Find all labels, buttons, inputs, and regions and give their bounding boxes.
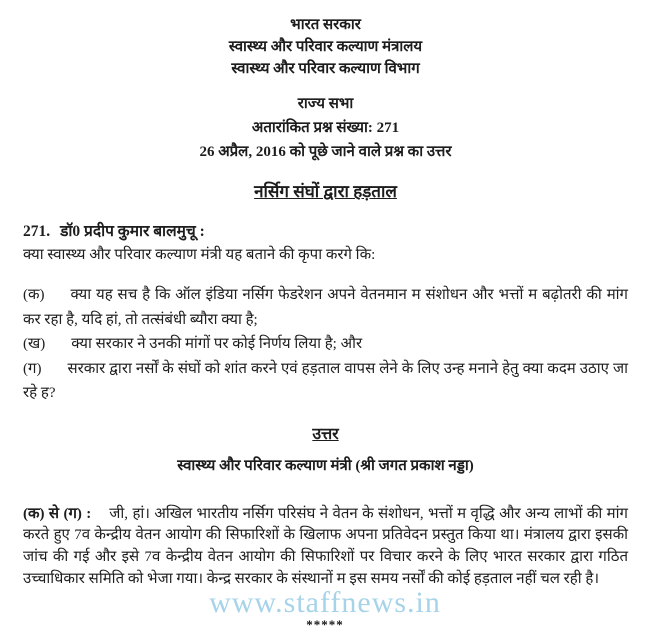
- page-title: नर्सिग संघों द्वारा हड़ताल: [254, 182, 397, 201]
- part-text-ga: सरकार द्वारा नर्सों के संघों को शांत करने एवं हड़ताल वापस लेने के लिए उन्ह मनाने हेतु क्या कदम उठाए जा रहे ह?: [23, 360, 628, 401]
- minister-line: स्वास्थ्य और परिवार कल्याण मंत्री (श्री जगत प्रकाश नड्डा): [177, 457, 474, 474]
- footer-asterisks: *****: [306, 617, 344, 632]
- question-number: 271.: [23, 223, 51, 240]
- part-label-ka: (क): [23, 287, 45, 303]
- answer-body-text: जी, हां। अखिल भारतीय नर्सिग परिसंघ ने वेतन के संशोधन, भत्तों म वृद्धि और अन्य लाभों की मांग करते हुए 7व केन्द्रीय वेतन आयोग की सिफारिशों के खिलाफ अपना प्रतिवेदन प्रस्तुत किया था। मंत्रालय द्वारा इसकी जांच की गई और इसे 7व केन्द्रीय वेतन आयोग की सिफारिशों पर विचार करने के लिए भारत सरकार द्वारा गठित उच्चाधिकार समिति को भेजा गया। केन्द्र सरकार के संस्थानों म इस समय नर्सों की कोई हड़ताल नहीं चल रही है।: [23, 505, 628, 587]
- staffnews-watermark: www.staffnews.in: [209, 586, 441, 619]
- answer-heading-row: [23, 423, 628, 447]
- answer-heading: उत्तर: [312, 425, 339, 443]
- answer-section: [23, 423, 628, 591]
- member-name: डॉ0 प्रदीप कुमार बालमुचू :: [60, 223, 205, 240]
- answer-paragraph: [23, 504, 628, 591]
- government-header: [23, 14, 628, 80]
- part-text-kha: क्या सरकार ने उनकी मांगों पर कोई निर्णय लिया है; और: [71, 336, 363, 352]
- question-part-ga: [23, 357, 628, 406]
- question-member-line: [23, 221, 628, 243]
- header-line-department: स्वास्थ्य और परिवार कल्याण विभाग: [231, 61, 420, 77]
- house-name: राज्य सभा: [297, 96, 354, 112]
- question-parts: [23, 283, 628, 406]
- question-part-kha: [23, 332, 628, 357]
- question-intro: क्या स्वास्थ्य और परिवार कल्याण मंत्री यह बताने की कृपा करगे कि:: [23, 247, 376, 263]
- question-part-ka: [23, 283, 628, 332]
- part-label-ga: (ग): [23, 360, 42, 377]
- session-block: [23, 92, 628, 164]
- header-line-ministry: स्वास्थ्य और परिवार कल्याण मंत्रालय: [228, 39, 423, 55]
- question-number-heading: अतारांकित प्रश्न संख्या: 271: [251, 120, 400, 136]
- question-date-line: 26 अप्रैल, 2016 को पूछे जाने वाले प्रश्न का उत्तर: [199, 144, 452, 160]
- header-line-government: भारत सरकार: [290, 17, 361, 33]
- part-label-kha: (ख): [23, 336, 46, 352]
- answer-range-label: (क) से (ग) :: [23, 505, 92, 522]
- question-section: [23, 221, 628, 406]
- document-title-row: [23, 180, 628, 204]
- part-text-ka: क्या यह सच है कि ऑल इंडिया नर्सिग फेडरेशन अपने वेतनमान म संशोधन और भत्तों म बढ़ोतरी की मांग कर रहा है, यदि हां, तो तत्संबंधी ब्यौरा क्या है;: [23, 287, 628, 328]
